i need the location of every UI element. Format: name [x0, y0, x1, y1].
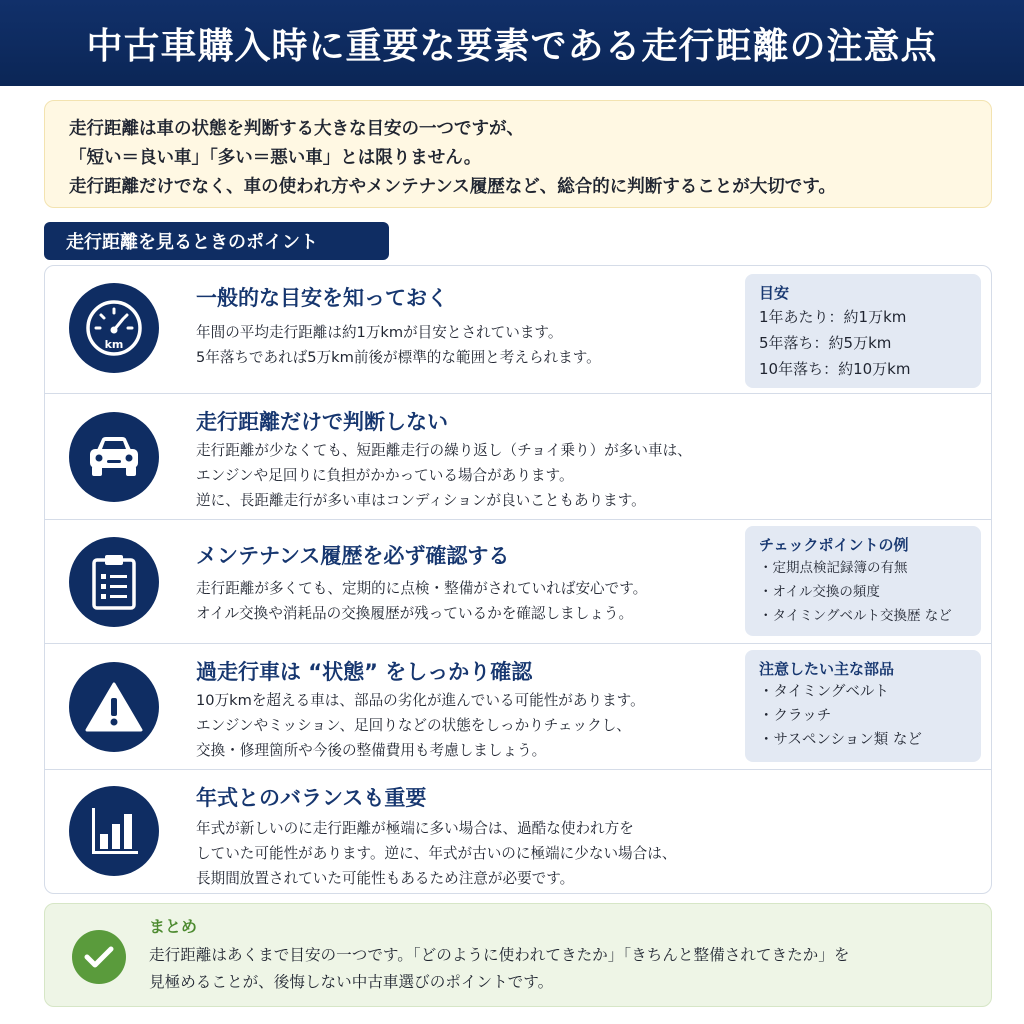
- checkpoint-item: ・タイミングベルト交換歴 など: [759, 608, 952, 624]
- car-icon: [69, 412, 159, 502]
- points-list: [44, 265, 992, 894]
- intro-line: 「短い＝良い車」「多い＝悪い車」とは限りません。: [69, 148, 482, 168]
- point-body: [196, 688, 645, 763]
- summary-line: 見極めることが、後悔しない中古車選びのポイントです。: [149, 973, 554, 991]
- guideline-line: 10年落ち：約10万km: [759, 360, 911, 378]
- point-row-average: [45, 266, 991, 394]
- page-header: [0, 0, 1024, 86]
- checkmark-icon: [72, 930, 126, 984]
- guideline-line: 1年あたり：約1万km: [759, 308, 907, 326]
- section-label: 走行距離を見るときのポイント: [44, 222, 389, 260]
- point-title: メンテナンス履歴を必ず確認する: [196, 544, 510, 568]
- point-title: 一般的な目安を知っておく: [196, 286, 448, 310]
- speedometer-icon: [69, 283, 159, 373]
- summary-title: まとめ: [149, 917, 198, 936]
- point-body-line: エンジンや足回りに負担がかかっている場合があります。: [196, 467, 574, 484]
- point-body-line: 10万kmを超える車は、部品の劣化が進んでいる可能性があります。: [196, 692, 645, 709]
- point-row-not-only-distance: [45, 394, 991, 520]
- speedometer-km-text: km: [104, 338, 124, 351]
- guideline-title: 目安: [759, 284, 790, 302]
- intro-line: 走行距離だけでなく、車の使われ方やメンテナンス履歴など、総合的に判断することが大切です。: [69, 177, 836, 197]
- point-body: [196, 320, 601, 370]
- summary-box: [44, 903, 992, 1007]
- intro-line: 走行距離は車の状態を判断する大きな目安の一つですが、: [69, 119, 524, 139]
- summary-body: [149, 942, 849, 996]
- intro-note: [44, 100, 992, 208]
- summary-line: 走行距離はあくまで目安の一つです。「どのように使われてきたか」「きちんと整備されてきたか」を: [149, 946, 850, 964]
- point-title: 年式とのバランスも重要: [196, 786, 427, 810]
- point-body-line: 逆に、長距離走行が多い車はコンディションが良いこともあります。: [196, 492, 646, 509]
- point-row-high-mileage: [45, 644, 991, 770]
- parts-title: 注意したい主な部品: [759, 660, 895, 678]
- clipboard-checklist-icon: [69, 537, 159, 627]
- checkpoint-title: チェックポイントの例: [759, 536, 909, 554]
- point-body-line: 長期間放置されていた可能性もあるため注意が必要です。: [196, 870, 575, 887]
- parts-item: ・クラッチ: [759, 708, 832, 724]
- warning-triangle-icon: [69, 662, 159, 752]
- point-body-line: 5年落ちであれば5万km前後が標準的な範囲と考えられます。: [196, 349, 601, 366]
- parts-box: [745, 650, 981, 762]
- checkpoint-item: ・オイル交換の頻度: [759, 584, 880, 600]
- point-row-year-balance: [45, 770, 991, 894]
- parts-item: ・サスペンション類 など: [759, 732, 922, 748]
- point-body: [196, 576, 647, 626]
- point-body-line: 年間の平均走行距離は約1万kmが目安とされています。: [196, 324, 563, 341]
- point-body-line: 交換・修理箇所や今後の整備費用も考慮しましょう。: [196, 742, 547, 759]
- point-title: 走行距離だけで判断しない: [196, 410, 448, 434]
- point-row-maintenance: [45, 520, 991, 644]
- point-body-line: 年式が新しいのに走行距離が極端に多い場合は、過酷な使われ方を: [196, 820, 634, 837]
- page-title: 中古車購入時に重要な要素である走行距離の注意点: [86, 25, 938, 67]
- point-body-line: 走行距離が少なくても、短距離走行の繰り返し（チョイ乗り）が多い車は、: [196, 442, 692, 459]
- bar-chart-icon: [69, 786, 159, 876]
- checkpoint-item: ・定期点検記録簿の有無: [759, 560, 908, 576]
- checkpoint-box: [745, 526, 981, 636]
- point-body: [196, 816, 676, 891]
- guideline-box: [745, 274, 981, 388]
- point-body-line: オイル交換や消耗品の交換履歴が残っているかを確認しましょう。: [196, 605, 634, 622]
- guideline-line: 5年落ち：約5万km: [759, 334, 892, 352]
- point-title: 過走行車は “状態” をしっかり確認: [196, 660, 533, 684]
- parts-item: ・タイミングベルト: [759, 684, 889, 700]
- point-body-line: していた可能性があります。逆に、年式が古いのに極端に少ない場合は、: [196, 845, 677, 862]
- point-body-line: 走行距離が多くても、定期的に点検・整備がされていれば安心です。: [196, 580, 648, 597]
- point-body-line: エンジンやミッション、足回りなどの状態をしっかりチェックし、: [196, 717, 631, 734]
- point-body: [196, 438, 692, 513]
